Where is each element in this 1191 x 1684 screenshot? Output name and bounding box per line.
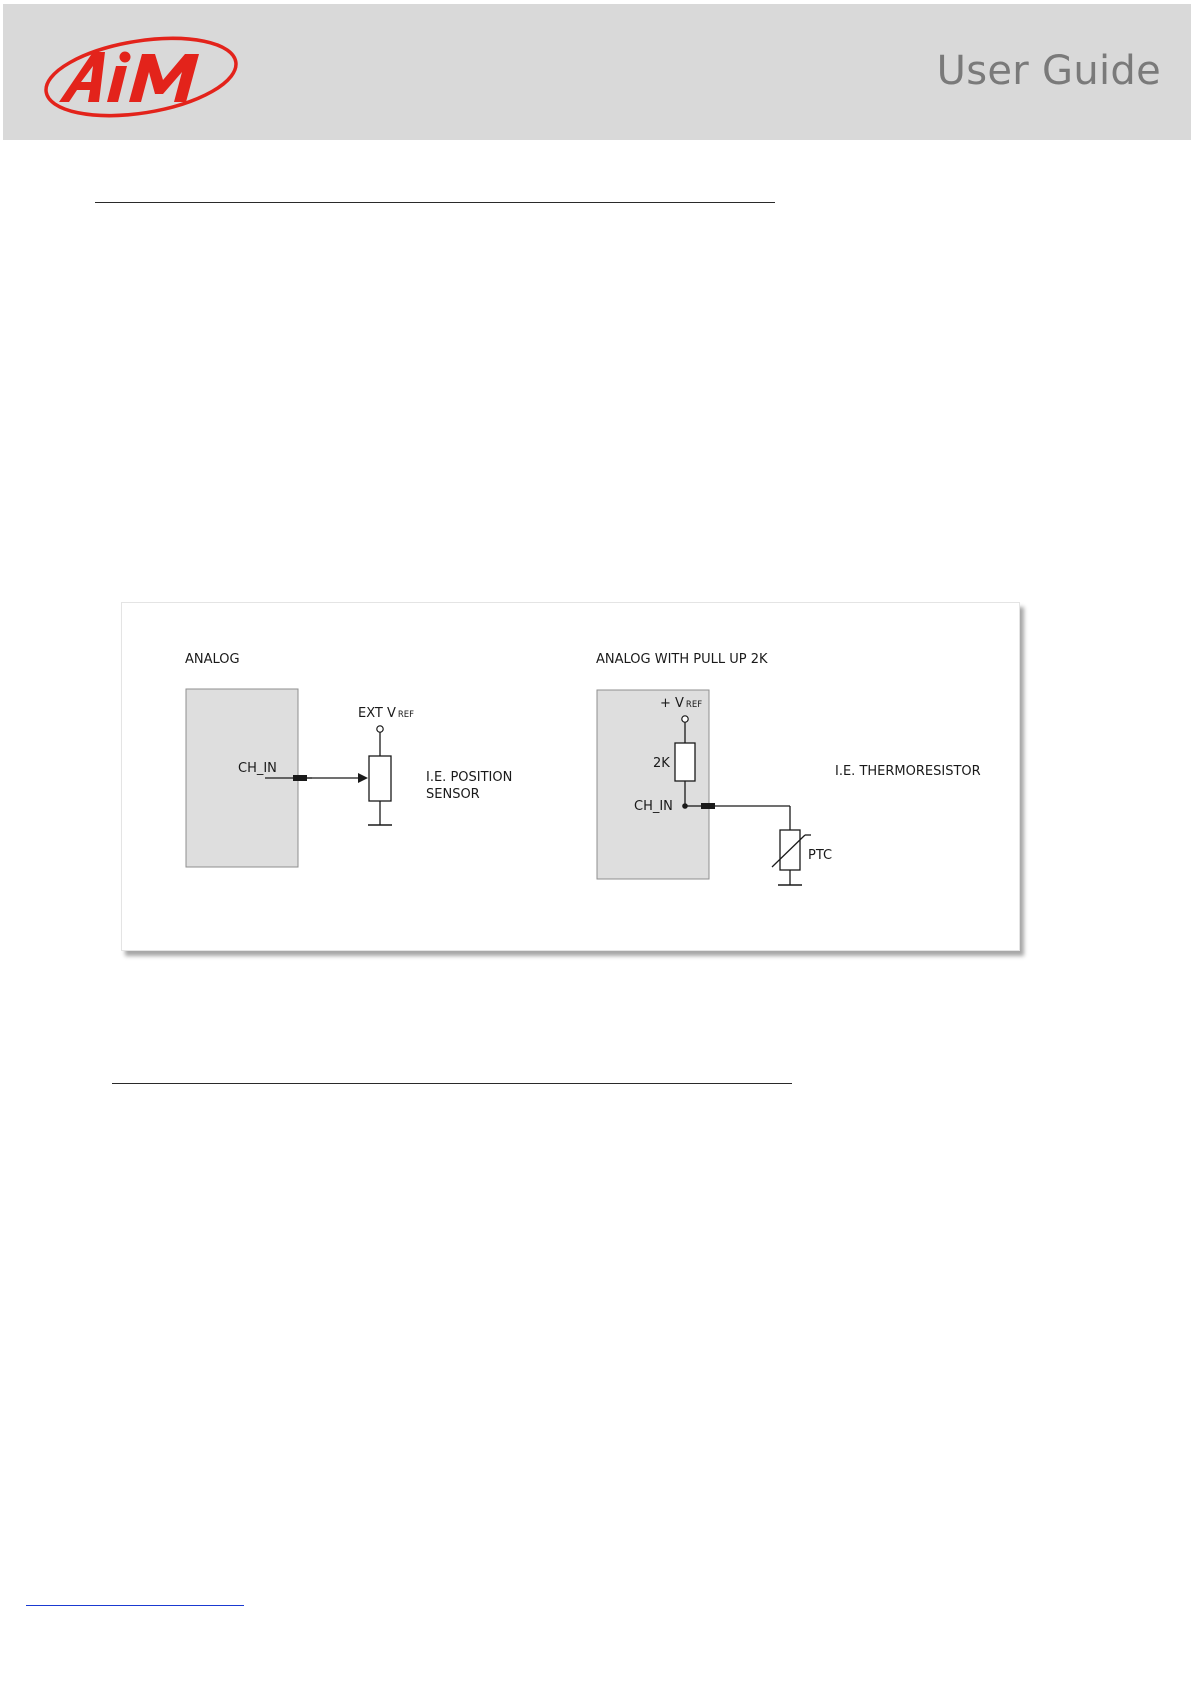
ptc-label: PTC (808, 848, 833, 863)
potentiometer-symbol (369, 756, 391, 801)
wiring-diagram (121, 602, 1020, 951)
wiper-arrow (358, 773, 368, 783)
pullup-ch-in-label: CH_IN (634, 799, 673, 814)
section-heading-underline (95, 202, 775, 203)
position-sensor-label-line2: SENSOR (426, 787, 480, 802)
position-sensor-label-line1: I.E. POSITION (426, 770, 513, 785)
footer-link-underline[interactable] (26, 1605, 244, 1606)
document-title: User Guide (936, 48, 1161, 94)
analog-title: ANALOG (185, 652, 240, 667)
analog-ch-in-label: CH_IN (238, 761, 277, 776)
vref-label: + V REF (660, 696, 703, 711)
pullup-resistor-symbol (675, 743, 695, 781)
connector-pin (293, 775, 307, 781)
thermoresistor-label: I.E. THERMORESISTOR (835, 764, 981, 779)
terminal (377, 726, 383, 732)
terminal (682, 716, 688, 722)
page-header (3, 4, 1191, 140)
pullup-resistor-label: 2K (653, 756, 670, 771)
ext-vref-label: EXT V REF (358, 706, 415, 721)
section-heading-underline (112, 1083, 792, 1084)
analog-pullup-module-box (597, 690, 709, 879)
aim-logo (41, 30, 241, 122)
connector-pin (701, 803, 715, 809)
analog-pullup-title: ANALOG WITH PULL UP 2K (596, 652, 768, 667)
